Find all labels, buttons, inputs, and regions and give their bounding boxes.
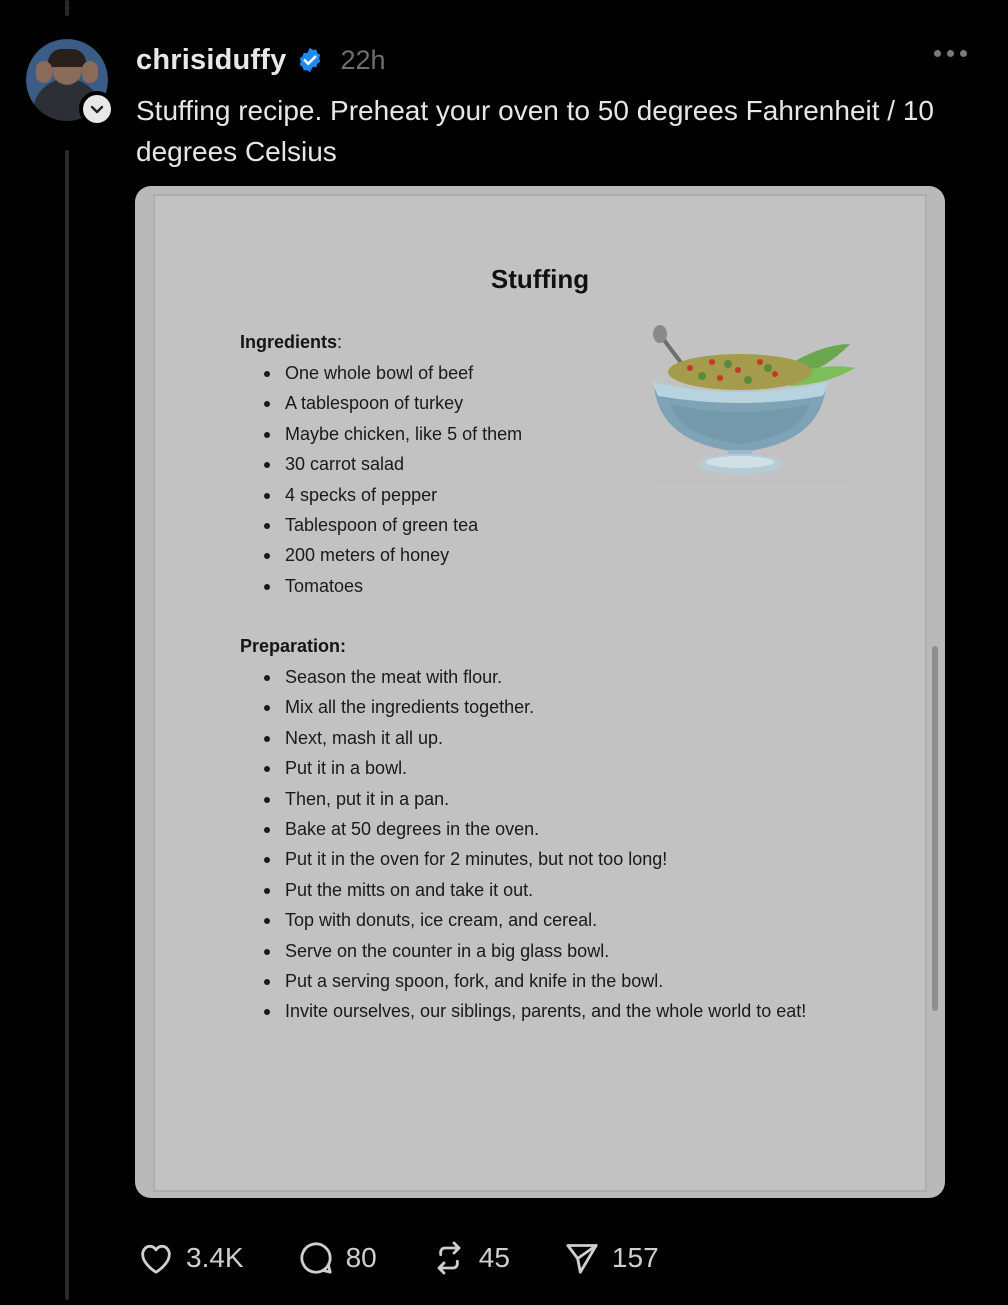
preparation-step: Top with donuts, ice cream, and cereal. (240, 905, 840, 935)
ingredient-item: One whole bowl of beef (240, 358, 690, 388)
avatar-hair (48, 49, 86, 67)
thread-line (65, 150, 69, 1300)
ingredients-heading-text: Ingredients (240, 332, 338, 352)
reply-button[interactable] (296, 1238, 377, 1278)
ingredients-heading (240, 332, 342, 353)
document-scrollbar[interactable] (932, 646, 938, 1011)
preparation-step: Bake at 50 degrees in the oven. (240, 814, 840, 844)
ingredient-item: 200 meters of honey (240, 540, 690, 570)
post-image[interactable] (135, 186, 945, 1198)
preparation-step: Put a serving spoon, fork, and knife in the bowl. (240, 966, 840, 996)
recipe-document (155, 196, 925, 1190)
ingredients-heading-colon: : (337, 332, 343, 352)
post-time: 22h (340, 44, 386, 75)
more-dot (960, 50, 967, 57)
repost-count: 45 (478, 1242, 510, 1273)
preparation-step: Season the meat with flour. (240, 662, 840, 692)
preparation-step: Next, mash it all up. (240, 723, 840, 753)
ingredients-list (240, 358, 690, 601)
send-icon (562, 1238, 602, 1278)
chevron-down-icon (89, 101, 105, 117)
avatar-hand-right (82, 61, 98, 83)
more-dot (934, 50, 941, 57)
post-header (136, 40, 386, 80)
ingredient-item: Tablespoon of green tea (240, 510, 690, 540)
preparation-heading: Preparation: (240, 636, 347, 656)
share-button[interactable] (562, 1238, 659, 1278)
repost-button[interactable] (429, 1238, 510, 1278)
preparation-step: Put the mitts on and take it out. (240, 875, 840, 905)
share-count: 157 (611, 1242, 659, 1273)
preparation-step: Invite ourselves, our siblings, parents, and the whole world to eat! (240, 996, 840, 1026)
comment-icon (296, 1238, 336, 1278)
username[interactable]: chrisiduffy (136, 43, 287, 76)
preparation-step: Put it in a bowl. (240, 753, 840, 783)
action-bar (136, 1235, 711, 1281)
preparation-step: Serve on the counter in a big glass bowl. (240, 936, 840, 966)
ingredient-item: Maybe chicken, like 5 of them (240, 419, 690, 449)
more-dot (947, 50, 954, 57)
bowl-illustration (650, 324, 860, 489)
ingredient-item: Tomatoes (240, 571, 690, 601)
recipe-title: Stuffing (490, 264, 590, 294)
repost-icon (429, 1238, 469, 1278)
thread-line-top (65, 0, 69, 16)
preparation-step: Then, put it in a pan. (240, 784, 840, 814)
more-icon[interactable] (934, 50, 967, 57)
reply-count: 80 (345, 1242, 377, 1273)
ingredient-item: 4 specks of pepper (240, 480, 690, 510)
avatar-hand-left (36, 61, 52, 83)
preparation-list (240, 662, 840, 1027)
verified-icon (296, 46, 324, 74)
like-count: 3.4K (186, 1242, 244, 1273)
post-text: Stuffing recipe. Preheat your oven to 50 degrees Fahrenheit / 10 degrees Celsius (136, 95, 934, 167)
ingredient-item: A tablespoon of turkey (240, 388, 690, 418)
preparation-step: Mix all the ingredients together. (240, 692, 840, 722)
preparation-step: Put it in the oven for 2 minutes, but not too long! (240, 844, 840, 874)
like-button[interactable] (136, 1238, 244, 1278)
follow-button[interactable] (79, 91, 115, 127)
heart-icon (136, 1238, 176, 1278)
ingredient-item: 30 carrot salad (240, 449, 690, 479)
